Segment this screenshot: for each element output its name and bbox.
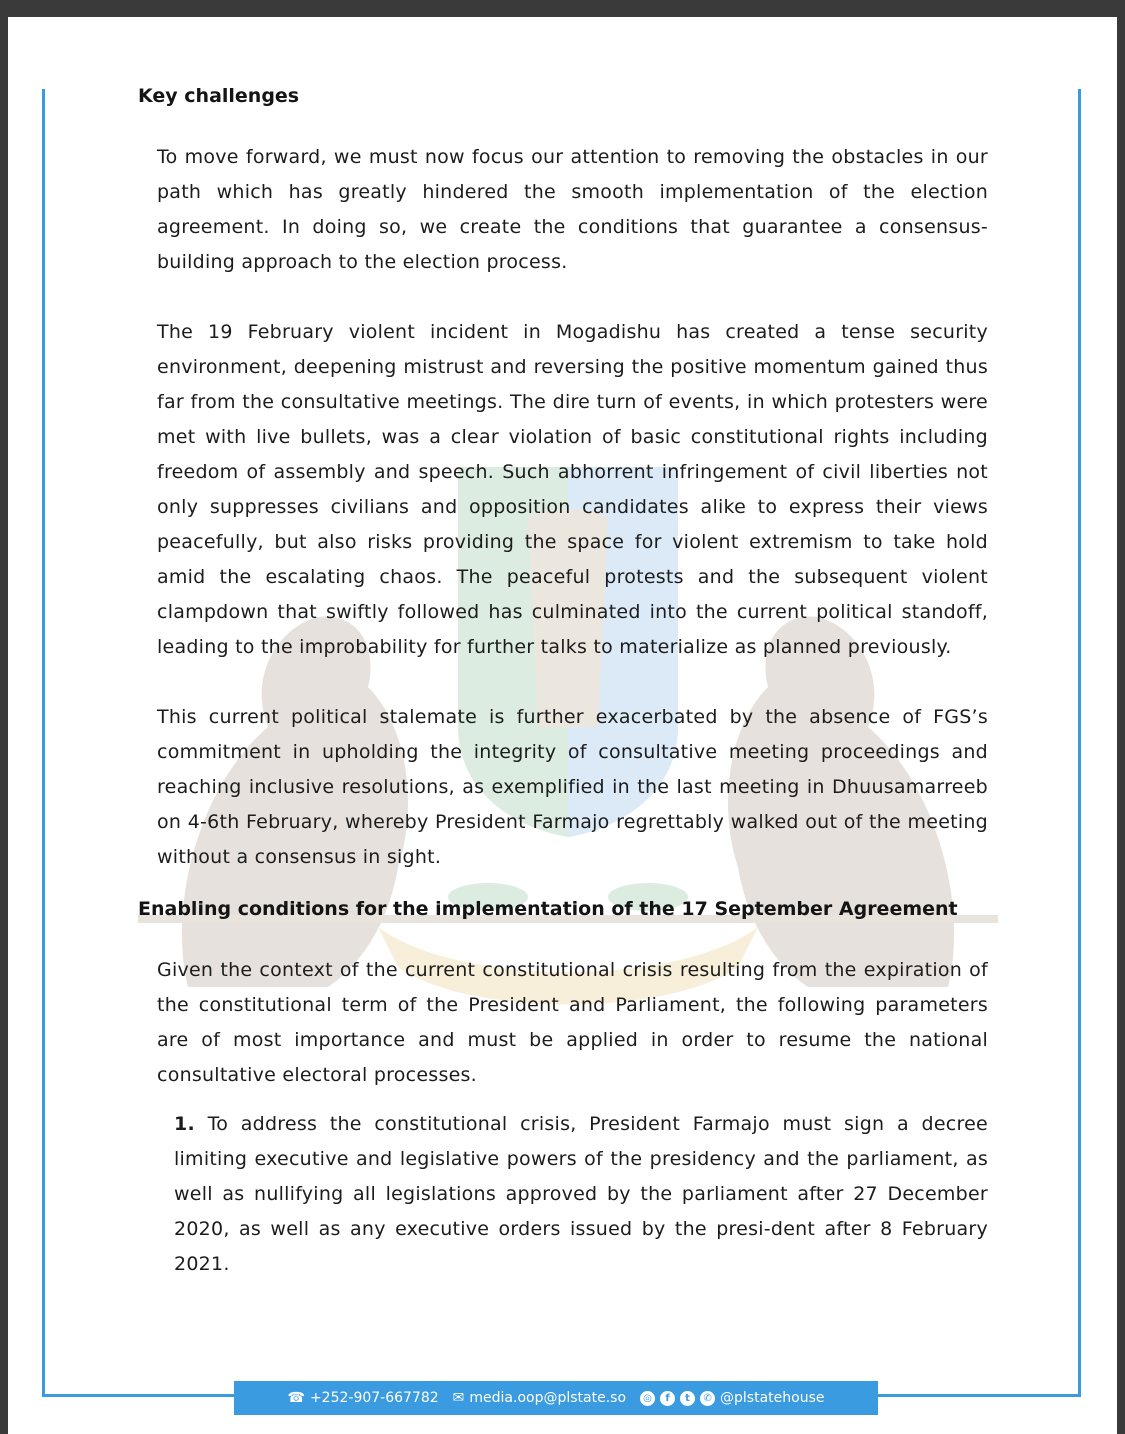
document-body xyxy=(138,79,988,1282)
frame-left-border xyxy=(42,89,45,1397)
paragraph-political-stalemate: This current political stalemate is further exacerbated by the absence of FGS’s commitment in upholding the integrity of consultative meeting proceedings and reaching inclusive resolutions, as exemplified in the last meeting in Dhuusamarreeb on 4-6th February, whereby President Farmajo regrettably walked out of the meeting without a consensus in sight. xyxy=(157,706,988,868)
list-item xyxy=(138,1107,988,1282)
frame-right-border xyxy=(1078,89,1081,1397)
list-item-text: To address the constitutional crisis, President Farmajo must sign a decree limiting executive and legislative powers of the presidency and the parliament, as well as nullifying all legislations approved by the parliament after 27 December 2020, as well as any executive orders issued by the presi-dent after 8 February 2021. xyxy=(174,1113,988,1275)
footer-email-address[interactable]: media.oop@plstate.so xyxy=(469,1390,627,1406)
footer-social xyxy=(640,1390,824,1406)
heading-key-challenges: Key challenges xyxy=(138,85,300,107)
footer-email xyxy=(453,1390,626,1406)
whatsapp-icon[interactable]: ✆ xyxy=(700,1391,715,1406)
twitter-icon[interactable]: t xyxy=(680,1391,695,1406)
instagram-icon[interactable]: ◎ xyxy=(640,1391,655,1406)
facebook-icon[interactable]: f xyxy=(660,1391,675,1406)
phone-icon: ☎ xyxy=(287,1390,305,1406)
footer-phone-number[interactable]: +252-907-667782 xyxy=(309,1390,439,1406)
list-item-number: 1. xyxy=(174,1113,195,1135)
envelope-icon: ✉ xyxy=(452,1390,465,1406)
paragraph-19-february-incident: The 19 February violent incident in Mogadishu has created a tense security environment, deepening mistrust and reversing the positive momentum gained thus far from the consultative meetings. The dire turn of events, in which protesters were met with live bullets, was a clear violation of basic constitutional rights including freedom of assembly and speech. Such abhorrent infringement of civil liberties not only suppresses civilians and opposition candidates alike to express their views peacefully, but also risks providing the space for violent extremism to take hold amid the escalating chaos. The peaceful protests and the subsequent violent clampdown that swiftly followed has culminated into the current political standoff, leading to the improbability for further talks to materialize as planned previously. xyxy=(157,321,988,658)
paragraph-move-forward: To move forward, we must now focus our attention to removing the obstacles in our path which has greatly hindered the smooth implementation of the election agreement. In doing so, we create the conditions that guarantee a consensus-building approach to the election process. xyxy=(157,146,988,273)
document-page xyxy=(8,17,1117,1434)
heading-enabling-conditions: Enabling conditions for the implementation of the 17 September Agreement xyxy=(138,898,958,920)
footer-phone xyxy=(287,1390,438,1406)
paragraph-constitutional-context: Given the context of the current constitutional crisis resulting from the expiration of the constitutional term of the President and Parliament, the following parameters are of most importance and must be applied in order to resume the national consultative electoral processes. xyxy=(157,959,988,1086)
contact-footer xyxy=(234,1381,878,1415)
footer-social-handle[interactable]: @plstatehouse xyxy=(720,1390,825,1406)
